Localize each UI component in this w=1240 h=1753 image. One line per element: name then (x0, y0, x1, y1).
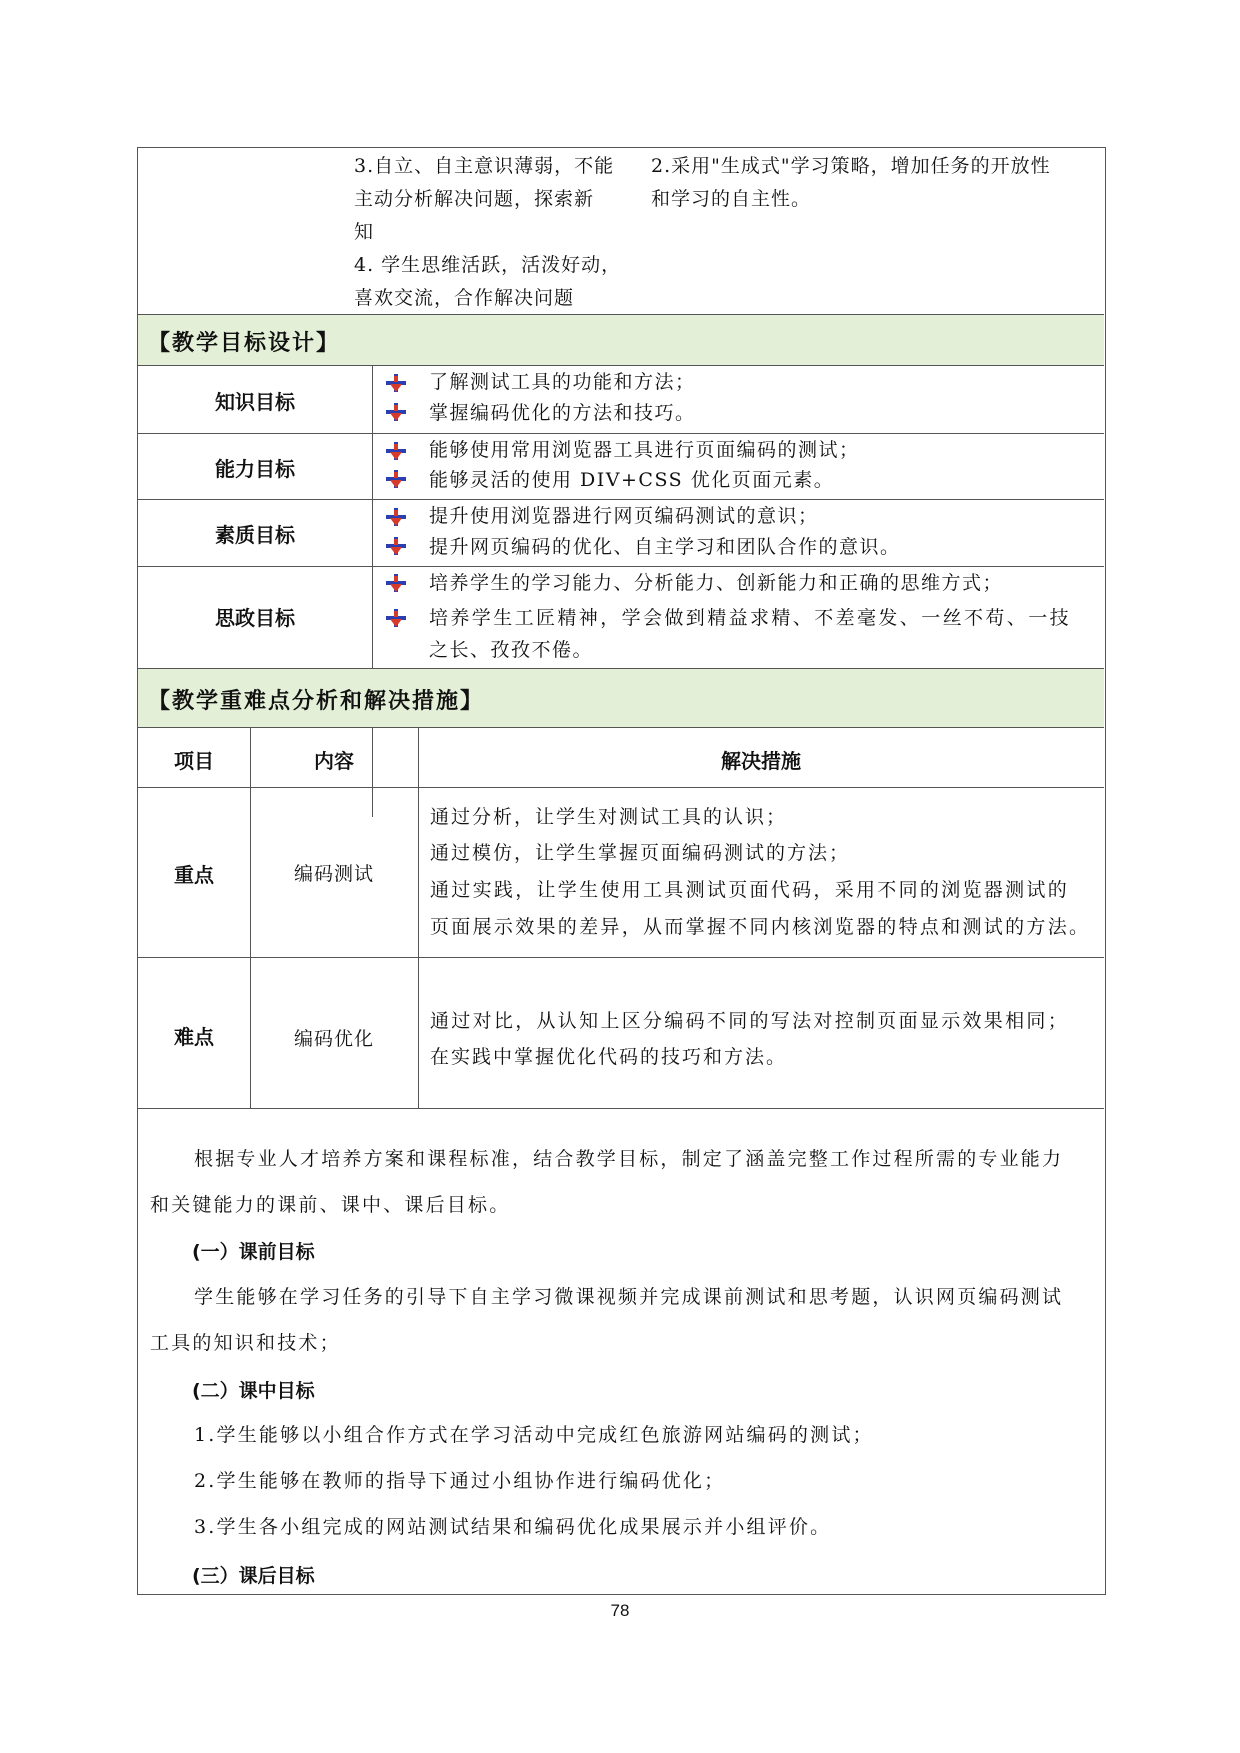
objective-label: 能力目标 (215, 457, 295, 481)
bullet-icon (385, 441, 407, 461)
objective-item: 提升使用浏览器进行网页编码测试的意识； (429, 505, 819, 527)
objective-label: 知识目标 (215, 390, 295, 414)
objectives-title: 【教学目标设计】 (148, 331, 341, 356)
row-measure: 在实践中掌握优化代码的技巧和方法。 (430, 1046, 788, 1068)
objective-label: 素质目标 (215, 523, 295, 547)
top-left-line: 4. 学生思维活跃，活泼好动， (354, 254, 622, 276)
bullet-icon (385, 536, 407, 556)
objective-item: 培养学生的学习能力、分析能力、创新能力和正确的思维方式； (429, 572, 1004, 594)
in-class-heading: (二）课中目标 (192, 1380, 315, 1402)
objective-item: 能够使用常用浏览器工具进行页面编码的测试； (429, 439, 860, 461)
top-right-line: 2.采用"生成式"学习策略，增加任务的开放性 (651, 155, 1051, 177)
post-class-heading: (三）课后目标 (192, 1565, 315, 1587)
bullet-icon (385, 373, 407, 393)
pre-class-heading: (一）课前目标 (192, 1241, 315, 1263)
pre-class-paragraph: 工具的知识和技术； (150, 1332, 341, 1354)
objective-item-continuation: 之长、孜孜不倦。 (429, 639, 594, 661)
difficulty-title: 【教学重难点分析和解决措施】 (148, 689, 485, 714)
top-left-line: 喜欢交流，合作解决问题 (354, 287, 575, 309)
intro-paragraph: 根据专业人才培养方案和课程标准，结合教学目标，制定了涵盖完整工作过程所需的专业能力 (194, 1148, 1064, 1170)
table-header-content: 内容 (314, 749, 354, 773)
bullet-icon (385, 507, 407, 527)
row-content: 编码测试 (293, 863, 374, 885)
top-left-line: 主动分析解决问题，探索新 (354, 188, 595, 210)
row-measure: 页面展示效果的差异，从而掌握不同内核浏览器的特点和测试的方法。 (430, 916, 1091, 938)
row-item: 难点 (174, 1025, 214, 1049)
pre-class-paragraph: 学生能够在学习任务的引导下自主学习微课视频并完成课前测试和思考题，认识网页编码测试 (194, 1286, 1064, 1308)
table-header-measures: 解决措施 (721, 749, 801, 773)
objective-item: 培养学生工匠精神，学会做到精益求精、不差毫发、一丝不苟、一技 (429, 607, 1072, 629)
top-left-line: 3.自立、自主意识薄弱，不能 (354, 155, 615, 177)
objectives-header-band (138, 315, 1104, 365)
objective-label: 思政目标 (215, 606, 295, 630)
row-measure: 通过分析，让学生对测试工具的认识； (430, 806, 788, 828)
table-header-item: 项目 (174, 749, 214, 773)
top-left-line: 知 (354, 221, 375, 243)
page-number: 78 (610, 1601, 630, 1620)
row-measure: 通过实践，让学生使用工具测试页面代码，采用不同的浏览器测试的 (430, 879, 1070, 901)
document-frame (137, 147, 1106, 1595)
intro-paragraph: 和关键能力的课前、课中、课后目标。 (150, 1194, 511, 1216)
top-right-line: 和学习的自主性。 (651, 188, 812, 210)
in-class-item: 3.学生各小组完成的网站测试结果和编码优化成果展示并小组评价。 (194, 1516, 832, 1538)
difficulty-header-band (138, 669, 1104, 727)
in-class-item: 2.学生能够在教师的指导下通过小组协作进行编码优化； (194, 1470, 726, 1492)
row-measure: 通过对比，从认知上区分编码不同的写法对控制页面显示效果相同； (430, 1010, 1070, 1032)
bullet-icon (385, 469, 407, 489)
row-content: 编码优化 (293, 1028, 374, 1050)
bullet-icon (385, 608, 407, 628)
row-measure: 通过模仿，让学生掌握页面编码测试的方法； (430, 842, 851, 864)
bullet-icon (385, 402, 407, 422)
objective-item: 能够灵活的使用 DIV+CSS 优化页面元素。 (429, 469, 835, 491)
objective-item: 提升网页编码的优化、自主学习和团队合作的意识。 (429, 536, 901, 558)
objective-item: 掌握编码优化的方法和技巧。 (429, 402, 696, 424)
objective-item: 了解测试工具的功能和方法； (429, 371, 696, 393)
bullet-icon (385, 573, 407, 593)
in-class-item: 1.学生能够以小组合作方式在学习活动中完成红色旅游网站编码的测试； (194, 1424, 874, 1446)
row-item: 重点 (174, 863, 214, 887)
